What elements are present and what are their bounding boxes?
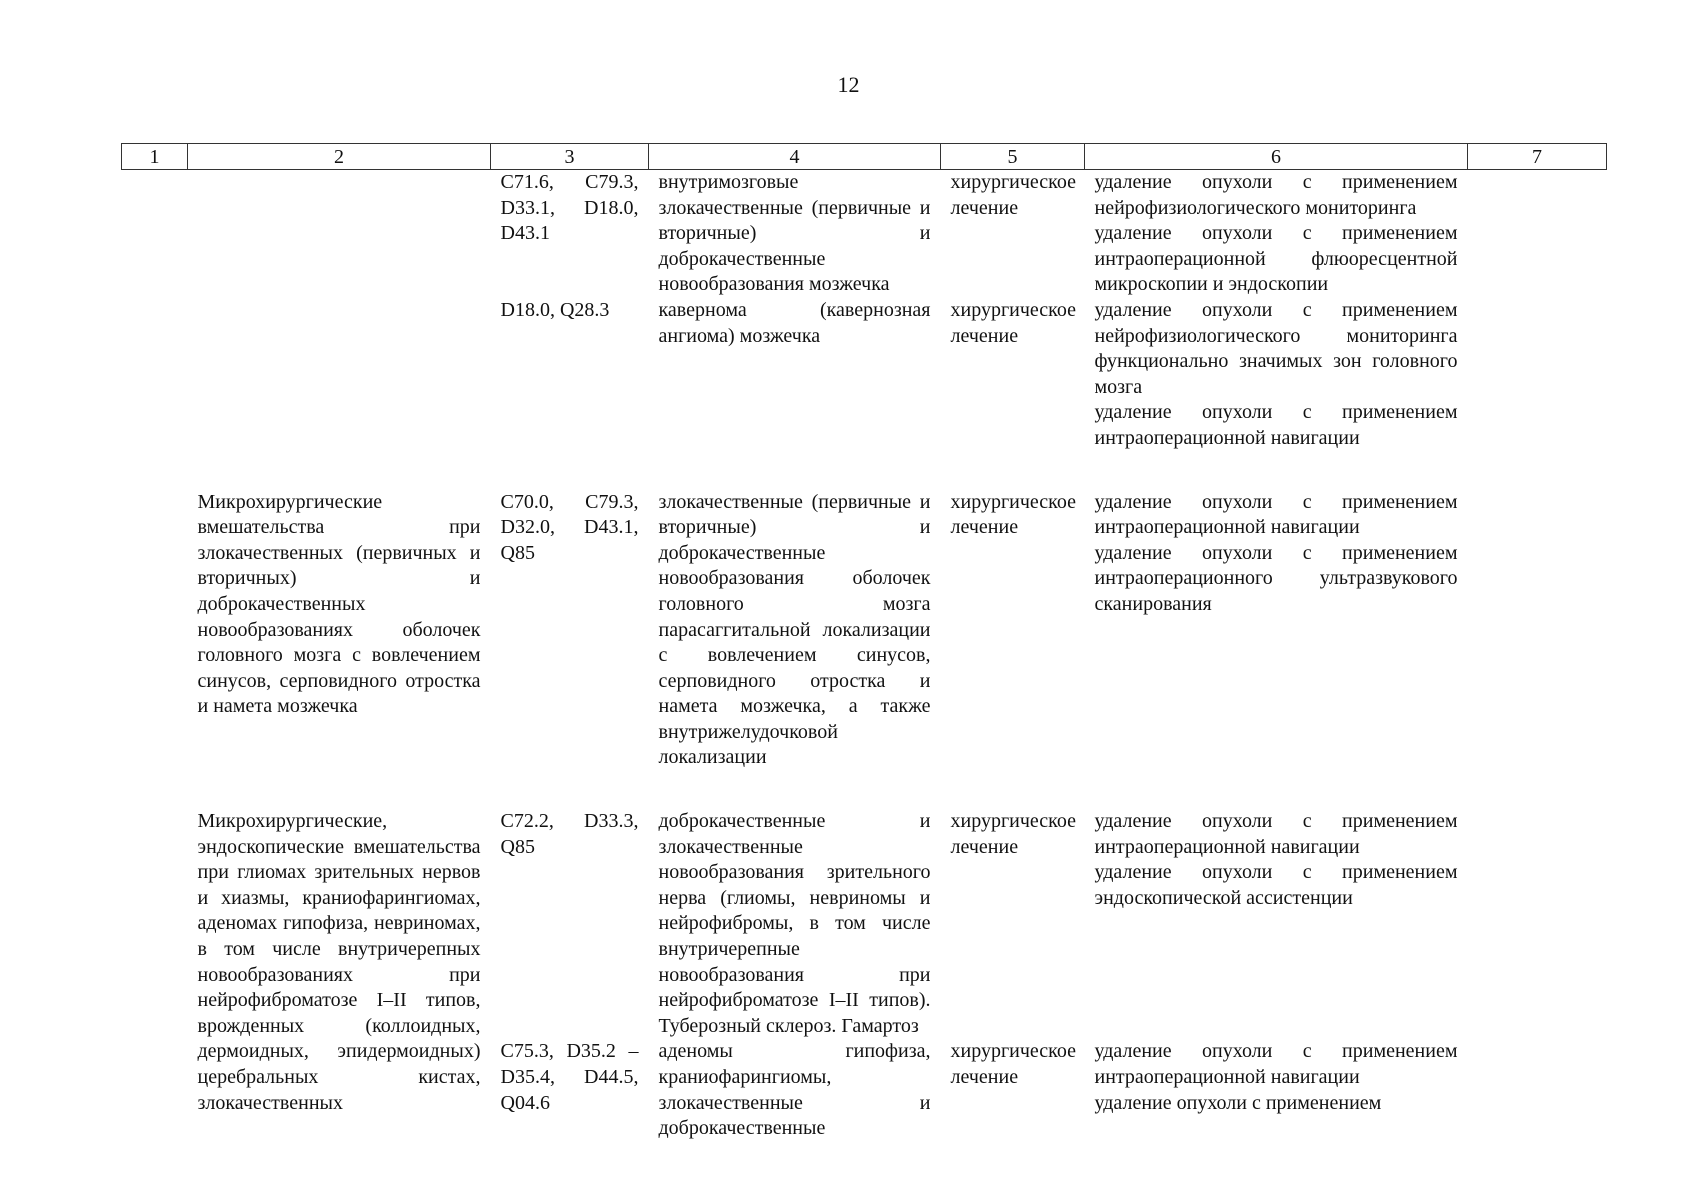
- treatment-method-line: удаление опухоли с применением нейрофизиологического мониторинга: [1094, 171, 1458, 219]
- method-cell: Микрохирургические, эндоскопические вмешательства при глиомах зрительных нервов и хиазмы, краниофарингиомах, аденомах гипофиза, невриномах, в том числе внутричерепных новообразованиях при нейрофиброматозе I–II типов, врожденных (коллоидных, дермоидных, эпидермоидных) церебральных кистах, злокачественных: [197, 810, 481, 1114]
- icd-codes-cell: C71.6, C79.3, D33.1, D18.0, D43.1: [500, 171, 639, 245]
- disease-cell: злокачественные (первичные и вторичные) и доброкачественные новообразования оболочек головного мозга парасаггитальной локализации с вовлечением синусов, серповидного отростка и намета мозжечка, а также внутрижелудочковой локализации: [658, 490, 931, 769]
- treatment-method-cell: [1085, 809, 1468, 1039]
- treatment-method-line: удаление опухоли с применением эндоскопической ассистенции: [1094, 861, 1458, 909]
- treatment-type-cell: хирургическое лечение: [950, 298, 1076, 347]
- disease-cell: аденомы гипофиза, краниофарингиомы, злокачественные и доброкачественные: [658, 1040, 931, 1140]
- col-1-cell: [122, 170, 188, 298]
- col-1-cell: [122, 809, 188, 1142]
- method-cell: Микрохирургические вмешательства при злокачественных (первичных и вторичных) и доброкачественных новообразованиях оболочек головного мозга с вовлечением синусов, серповидного отростка и намета мозжечка: [197, 490, 481, 718]
- header-col-6: 6: [1085, 144, 1468, 170]
- col-7-cell: [1468, 298, 1607, 490]
- treatment-method-line: удаление опухоли с применением интраоперационной навигации: [1094, 490, 1458, 539]
- treatment-method-line: удаление опухоли с применением нейрофизиологического мониторинга функционально значимых зон головного мозга: [1094, 298, 1458, 398]
- col-7-cell: [1468, 490, 1607, 810]
- header-col-4: 4: [649, 144, 941, 170]
- icd-codes-cell: C75.3, D35.2 – D35.4, D44.5, Q04.6: [500, 1040, 639, 1114]
- header-col-1: 1: [122, 144, 188, 170]
- col-1-cell: [122, 298, 188, 490]
- treatment-method-line: удаление опухоли с применением интраоперационной навигации: [1094, 401, 1458, 449]
- treatment-type-cell: хирургическое лечение: [950, 810, 1076, 858]
- table-header-row: [122, 144, 1607, 170]
- treatment-method-cell: [1085, 490, 1468, 810]
- treatment-type-cell: хирургическое лечение: [950, 171, 1076, 219]
- icd-codes-cell: C70.0, C79.3, D32.0, D43.1, Q85: [500, 490, 639, 564]
- icd-codes-cell: C72.2, D33.3, Q85: [500, 810, 639, 858]
- page-number: 12: [837, 72, 860, 97]
- method-cell: [188, 170, 491, 298]
- treatment-method-cell: [1085, 170, 1468, 298]
- method-cell: [188, 298, 491, 490]
- treatment-type-cell: хирургическое лечение: [950, 1040, 1076, 1088]
- header-col-2: 2: [188, 144, 491, 170]
- disease-cell: внутримозговые злокачественные (первичные и вторичные) и доброкачественные новообразования мозжечка: [658, 171, 931, 296]
- col-7-cell: [1468, 809, 1607, 1142]
- treatment-method-line: удаление опухоли с применением интраоперационной флюоресцентной микроскопии и эндоскопии: [1094, 222, 1458, 296]
- treatment-method-line: удаление опухоли с применением интраоперационной навигации: [1094, 1040, 1458, 1088]
- header-col-3: 3: [491, 144, 649, 170]
- header-col-7: 7: [1468, 144, 1607, 170]
- table-row: [122, 298, 1607, 490]
- disease-cell: кавернома (кавернозная ангиома) мозжечка: [658, 298, 931, 347]
- treatment-method-line: удаление опухоли с применением интраоперационного ультразвукового сканирования: [1094, 541, 1458, 615]
- treatment-method-cell: [1085, 298, 1468, 490]
- col-7-cell: [1468, 170, 1607, 298]
- header-col-5: 5: [941, 144, 1085, 170]
- treatment-method-line: удаление опухоли с применением интраоперационной навигации: [1094, 810, 1458, 858]
- treatment-method-line: удаление опухоли с применением: [1094, 1091, 1382, 1114]
- treatment-method-cell: [1085, 1039, 1468, 1141]
- col-1-cell: [122, 490, 188, 810]
- icd-codes-cell: D18.0, Q28.3: [500, 298, 610, 321]
- disease-cell: доброкачественные и злокачественные новообразования зрительного нерва (глиомы, невриномы и нейрофибромы, в том числе внутричерепные новообразования при нейрофиброматозе I–II типов). Туберозный склероз. Гамартоз: [658, 810, 931, 1037]
- treatment-type-cell: хирургическое лечение: [950, 490, 1076, 539]
- medical-care-table: [121, 143, 1607, 1142]
- table-row: [122, 809, 1607, 1039]
- table-row: [122, 170, 1607, 298]
- table-row: [122, 490, 1607, 810]
